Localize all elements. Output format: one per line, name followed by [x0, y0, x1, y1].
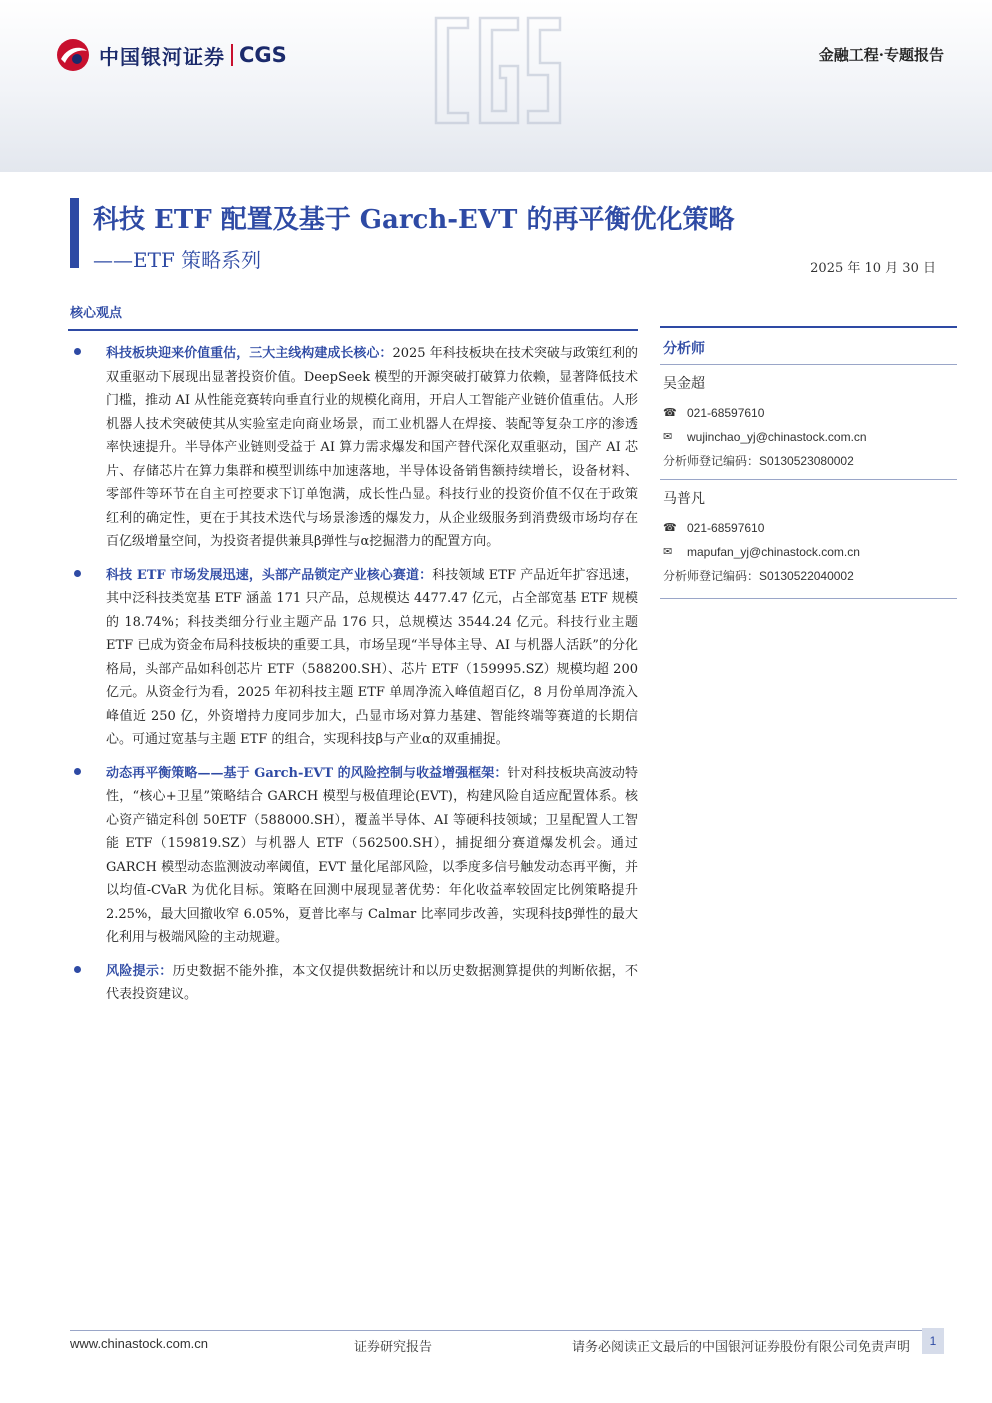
footer-rule: [70, 1330, 944, 1331]
analyst-reg-label: 分析师登记编码：: [663, 569, 760, 583]
logo-english-text: CGS: [239, 43, 287, 67]
analyst-reg-code: S0130523080002: [759, 454, 854, 468]
point-lead: 科技 ETF 市场发展迅速，头部产品锁定产业核心赛道：: [106, 567, 433, 583]
analyst-email[interactable]: mapufan_yj@chinastock.com.cn: [687, 545, 860, 559]
galaxy-logo-icon: [55, 37, 91, 73]
point-lead: 动态再平衡策略——基于 Garch-EVT 的风险控制与收益增强框架：: [106, 765, 508, 781]
analyst-card: [660, 365, 957, 477]
analyst-phone-row: [663, 401, 957, 425]
report-date: 2025 年 10 月 30 日: [810, 261, 936, 276]
footer-disclaimer: 请务必阅读正文最后的中国银河证券股份有限公司免责声明: [571, 1340, 910, 1355]
point-text: 2025 年科技板块在技术突破与政策红利的双重驱动下展现出显著投资价值。DeepSeek 模型的开源突破打破算力依赖，显著降低技术门槛，推动 AI 从性能竞赛转向垂直行业的规模化商用，开启人工智能产业链价值重估。人形机器人技术突破使其从实验室走向商业场景，而工业机器人在焊接、装配等复杂工序的渗透率快速提升。半导体产业链则受益于 AI 算力需求爆发和国产替代深化双重驱动，国产 AI 芯片、存储芯片在算力集群和模型训练中加速落地，半导体设备销售额持续增长，设备材料、零部件等环节在自主可控要求下订单饱满，成长性凸显。科技行业的投资价值不仅在于政策红利的确定性，更在于其技术迭代与场景渗透的爆发力，从企业级服务到消费级市场均存在百亿级增量空间，为投资者提供兼具β弹性与α挖掘潜力的配置方向。: [106, 346, 638, 549]
core-views-rule: [68, 329, 638, 331]
list-item: [68, 342, 638, 554]
analyst-email-row: [663, 425, 957, 449]
point-lead: 风险提示：: [106, 963, 173, 979]
bullet-icon: [74, 966, 81, 973]
logo-chinese-text: 中国银河证券: [99, 44, 225, 69]
point-text: 科技领域 ETF 产品近年扩容迅速，其中泛科技类宽基 ETF 涵盖 171 只产品，总规模达 4477.47 亿元，占全部宽基 ETF 规模的 18.74%；科技类细分行业主题产品 176 只，总规模达 3544.24 亿元。科技行业主题 ETF 已成为资金布局科技板块的重要工具，市场呈现“半导体主导、AI 与机器人活跃”的分化格局，头部产品如科创芯片 ETF（588200.SH）、芯片 ETF（159995.SZ）规模均超 200 亿元。从资金行为看，2025 年初科技主题 ETF 单周净流入峰值超百亿，8 月份单周净流入峰值近 250 亿，外资增持力度同步加大，凸显市场对算力基建、智能终端等赛道的长期信心。可通过宽基与主题 ETF 的组合，实现科技β与产业α的双重捕捉。: [106, 567, 638, 747]
report-type: 金融工程·专题报告: [818, 46, 944, 64]
list-item: [68, 762, 638, 950]
analyst-registration-row: [663, 449, 957, 473]
analyst-phone-row: [663, 516, 957, 540]
analyst-name: 吴金超: [663, 376, 705, 392]
analyst-panel: [660, 326, 957, 599]
analyst-reg-code: S0130522040002: [759, 569, 854, 583]
page-number: 1: [922, 1328, 944, 1354]
report-subtitle: ——ETF 策略系列: [93, 248, 262, 272]
point-text: 针对科技板块高波动特性，“核心+卫星”策略结合 GARCH 模型与极值理论(EVT)，构建风险自适应配置体系。核心资产锚定科创 50ETF（588000.SH），覆盖半导体、AI 等硬科技领域；卫星配置人工智能 ETF（159819.SZ）与机器人 ETF（562500.SH），捕捉细分赛道爆发机会。通过 GARCH 模型动态监测波动率阈值，EVT 量化尾部风险，以季度多信号触发动态再平衡，并以均值-CVaR 为优化目标。策略在回测中展现显著优势：年化收益率较固定比例策略提升 2.25%，最大回撤收窄 6.05%，夏普比率与 Calmar 比率同步改善，实现科技β弹性的最大化利用与极端风险的主动规避。: [106, 765, 638, 945]
email-icon: ✉: [663, 546, 673, 558]
analyst-reg-label: 分析师登记编码：: [663, 454, 760, 468]
title-accent-bar: [70, 198, 79, 268]
logo-divider: [231, 44, 233, 66]
list-item: [68, 960, 638, 1007]
report-title: 科技 ETF 配置及基于 Garch-EVT 的再平衡优化策略: [93, 205, 735, 235]
bullet-icon: [74, 348, 81, 355]
analyst-heading: 分析师: [660, 328, 957, 365]
email-icon: ✉: [663, 431, 673, 443]
phone-icon: ☎: [663, 407, 677, 419]
core-views-label: 核心观点: [70, 306, 123, 321]
point-paragraph: [106, 960, 638, 1007]
point-paragraph: [106, 342, 638, 554]
analyst-panel-bottom-rule: [660, 598, 957, 599]
bullet-icon: [74, 570, 81, 577]
analyst-card: [660, 480, 957, 592]
analyst-phone: 021-68597610: [687, 521, 765, 535]
analyst-phone: 021-68597610: [687, 406, 765, 420]
footer-report-label: 证券研究报告: [354, 1340, 433, 1355]
phone-icon: ☎: [663, 522, 677, 534]
analyst-name: 马普凡: [663, 491, 705, 507]
point-text: 历史数据不能外推，本文仅提供数据统计和以历史数据测算提供的判断依据，不代表投资建议。: [106, 963, 638, 1002]
point-paragraph: [106, 762, 638, 950]
core-views-list: [68, 342, 638, 1017]
analyst-email-row: [663, 540, 957, 564]
cgs-logo: [55, 37, 287, 73]
point-paragraph: [106, 564, 638, 752]
point-lead: 科技板块迎来价值重估，三大主线构建成长核心：: [106, 346, 393, 361]
analyst-email[interactable]: wujinchao_yj@chinastock.com.cn: [687, 430, 867, 444]
bullet-icon: [74, 768, 81, 775]
footer-website-link[interactable]: www.chinastock.com.cn: [70, 1336, 208, 1351]
list-item: [68, 564, 638, 752]
analyst-registration-row: [663, 564, 957, 588]
cgs-watermark-logo: [432, 8, 564, 133]
